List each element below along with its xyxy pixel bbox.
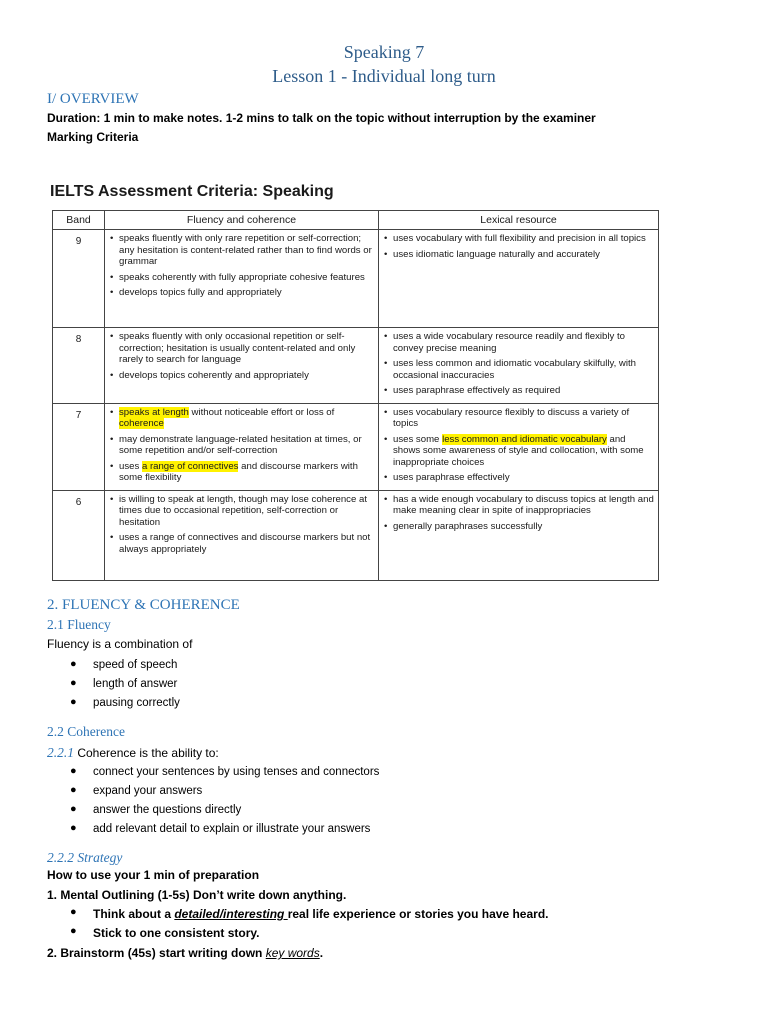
criteria-bullet: • uses vocabulary resource flexibly to discuss a variety of topics — [393, 407, 654, 430]
list-item — [70, 784, 203, 797]
highlight: coherence — [119, 418, 164, 429]
table-row — [53, 328, 659, 404]
bullet-text: and shows some awareness of style and collocation, with some inappropriate choices — [393, 433, 644, 468]
criteria-bullet: • uses vocabulary with full flexibility and precision in all topics — [393, 233, 654, 245]
bullet-icon: ● — [70, 925, 77, 937]
band-cell: 8 — [53, 328, 105, 404]
coherence-number: 2.2.1 — [47, 745, 74, 760]
document-subtitle: Lesson 1 - Individual long turn — [272, 66, 496, 86]
bullet-icon: ● — [70, 906, 77, 918]
step-2 — [47, 946, 323, 960]
fluency-cell — [105, 403, 379, 490]
criteria-bullet: • uses less common and idiomatic vocabulary skilfully, with occasional inaccuracies — [393, 358, 654, 381]
criteria-bullet — [119, 407, 374, 430]
bullet-text: uses — [119, 460, 142, 472]
strategy-heading: 2.2.2 Strategy — [47, 850, 123, 865]
criteria-table-title: IELTS Assessment Criteria: Speaking — [50, 183, 334, 200]
bullet-icon: ● — [70, 822, 77, 834]
list-item-text: speed of speech — [93, 659, 178, 671]
document-title: Speaking 7 — [343, 42, 425, 62]
list-item-text: answer the questions directly — [93, 804, 242, 816]
criteria-bullet: • speaks coherently with fully appropriate cohesive features — [119, 272, 374, 284]
list-item — [70, 822, 371, 835]
coherence-intro-text: Coherence is the ability to: — [74, 746, 219, 760]
list-item — [70, 906, 549, 921]
list-item-text: Stick to one consistent story. — [93, 926, 260, 940]
fluency-subheading: 2.1 Fluency — [47, 617, 111, 632]
list-item-text: length of answer — [93, 678, 178, 690]
band-cell: 6 — [53, 490, 105, 580]
bullet-text: and discourse markers with some flexibility — [119, 460, 358, 483]
highlight: speaks at length — [119, 406, 189, 418]
criteria-bullet: • develops topics fully and appropriately — [119, 287, 374, 299]
bullet-text: without noticeable effort or loss of — [188, 406, 335, 418]
bullet-icon: ● — [70, 696, 77, 708]
highlight: less common and idiomatic vocabulary — [442, 433, 607, 445]
criteria-bullet: • uses paraphrase effectively — [393, 472, 654, 484]
list-item-text: connect your sentences by using tenses and connectors — [93, 766, 380, 778]
step-2-text: 2. Brainstorm (45s) start writing down — [47, 946, 266, 960]
table-header-row — [53, 211, 659, 230]
list-item-text: pausing correctly — [93, 697, 180, 709]
lexical-cell — [379, 328, 659, 404]
underlined-text: key words — [265, 946, 320, 960]
fluency-cell — [105, 328, 379, 404]
list-item — [70, 658, 178, 671]
criteria-bullet: • develops topics coherently and appropriately — [119, 370, 374, 382]
coherence-subheading: 2.2 Coherence — [47, 724, 125, 739]
list-item-text: real life experience or stories you have heard. — [287, 907, 549, 921]
list-item — [70, 765, 380, 778]
step-1: 1. Mental Outlining (1-5s) Don’t write down anything. — [47, 888, 347, 902]
table-row — [53, 490, 659, 580]
highlight: a range of connectives — [141, 460, 239, 472]
criteria-bullet: • speaks fluently with only rare repetition or self-correction; any hesitation is content-related rather than to find words or grammar — [119, 233, 374, 268]
underlined-text: detailed/interesting — [174, 907, 288, 921]
lexical-cell — [379, 403, 659, 490]
criteria-bullet: • may demonstrate language-related hesitation at times, or some repetition and/or self-correction — [119, 434, 374, 457]
fluency-intro: Fluency is a combination of — [47, 637, 193, 651]
criteria-table — [52, 210, 659, 581]
bullet-icon: ● — [70, 658, 77, 670]
criteria-bullet: • generally paraphrases successfully — [393, 521, 654, 533]
criteria-bullet: • speaks fluently with only occasional repetition or self-correction; hesitation is usually content-related and only rarely to search for language — [119, 331, 374, 366]
criteria-bullet: • uses idiomatic language naturally and accurately — [393, 249, 654, 261]
list-item-text: Think about a — [93, 907, 175, 921]
list-item-text: expand your answers — [93, 785, 203, 797]
band-cell: 7 — [53, 403, 105, 490]
duration-text: Duration: 1 min to make notes. 1-2 mins to talk on the topic without interruption by the examiner — [47, 111, 596, 125]
criteria-bullet: • uses a range of connectives and discourse markers but not always appropriately — [119, 532, 374, 555]
fluency-coherence-heading: 2. FLUENCY & COHERENCE — [47, 597, 240, 613]
bullet-icon: ● — [70, 765, 77, 777]
criteria-bullet: • uses paraphrase effectively as required — [393, 385, 654, 397]
criteria-bullet — [393, 434, 654, 469]
header-lexical: Lexical resource — [379, 211, 659, 230]
strategy-intro: How to use your 1 min of preparation — [47, 868, 260, 882]
table-row — [53, 403, 659, 490]
coherence-intro — [47, 745, 219, 761]
fluency-cell — [105, 230, 379, 328]
criteria-bullet: • has a wide enough vocabulary to discuss topics at length and make meaning clear in spite of inappropriacies — [393, 494, 654, 517]
criteria-bullet: • is willing to speak at length, though may lose coherence at times due to occasional repetition, self-correction or hesitation — [119, 494, 374, 529]
lexical-cell — [379, 230, 659, 328]
criteria-bullet: • uses a wide vocabulary resource readily and flexibly to convey precise meaning — [393, 331, 654, 354]
list-item — [70, 803, 242, 816]
fluency-cell — [105, 490, 379, 580]
bullet-icon: ● — [70, 677, 77, 689]
list-item — [70, 925, 260, 940]
list-item-text: add relevant detail to explain or illustrate your answers — [93, 823, 371, 835]
bullet-text: uses some — [393, 433, 443, 445]
step-2-end: . — [319, 946, 324, 960]
overview-heading: I/ OVERVIEW — [47, 91, 139, 107]
list-item — [70, 696, 180, 709]
criteria-bullet — [119, 461, 374, 484]
bullet-icon: ● — [70, 803, 77, 815]
band-cell: 9 — [53, 230, 105, 328]
marking-criteria-label: Marking Criteria — [47, 130, 139, 144]
list-item — [70, 677, 178, 690]
bullet-icon: ● — [70, 784, 77, 796]
header-fluency: Fluency and coherence — [105, 211, 379, 230]
header-band: Band — [53, 211, 105, 230]
table-row — [53, 230, 659, 328]
lexical-cell — [379, 490, 659, 580]
